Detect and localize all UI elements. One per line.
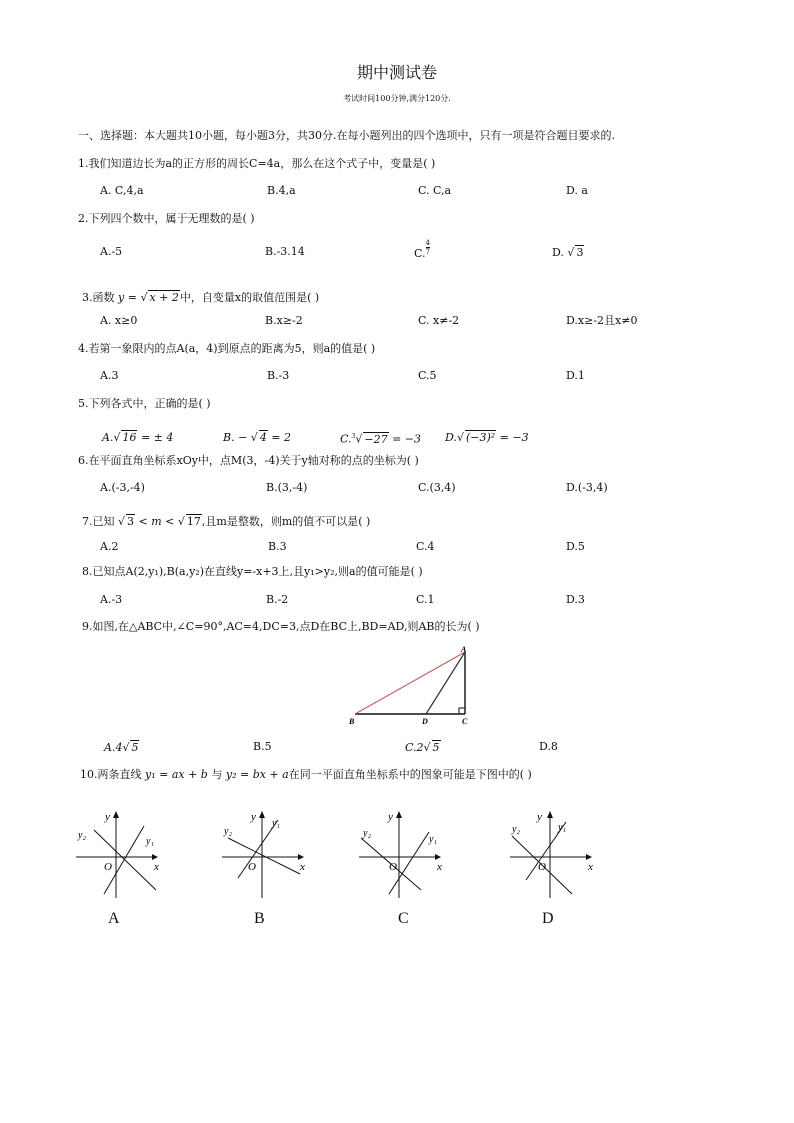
graph-a-origin-label: O bbox=[104, 861, 112, 873]
question-4-stem: 4.若第一象限内的点A(a，4)到原点的距离为5，则a的值是( ) bbox=[78, 342, 376, 355]
graph-d[interactable] bbox=[506, 808, 606, 903]
q4-option-d[interactable]: D.1 bbox=[566, 369, 585, 382]
graph-b-y2-label: y₂ bbox=[224, 826, 232, 837]
question-6-stem: 6.在平面直角坐标系xOy中，点M(3，-4)关于y轴对称的点的坐标为( ) bbox=[78, 454, 419, 467]
graph-c-label[interactable]: C bbox=[398, 910, 409, 927]
q9-option-a-prefix: A.4 bbox=[104, 741, 123, 754]
graph-a-line-y1 bbox=[104, 826, 144, 894]
graph-a-y1-label: y₁ bbox=[146, 836, 154, 847]
segment-ad bbox=[426, 652, 465, 714]
vertex-a-label: A bbox=[461, 645, 467, 654]
q5-option-b-prefix: B. − bbox=[223, 431, 251, 444]
graph-a-x-label: x bbox=[154, 861, 159, 873]
q6-option-a[interactable]: A.(-3,-4) bbox=[100, 481, 145, 494]
q1-option-a[interactable]: A. C,4,a bbox=[100, 184, 144, 197]
page-title: 期中测试卷 bbox=[356, 63, 437, 82]
q7-stem-suffix: ,且m是整数，则m的值不可以是( ) bbox=[201, 515, 371, 528]
q2-option-c-fraction bbox=[426, 239, 430, 256]
graph-d-origin-label: O bbox=[538, 861, 546, 873]
q5-option-b[interactable]: B. − √ 4 = 2 bbox=[223, 431, 292, 444]
q10-connector: 与 bbox=[211, 768, 223, 781]
graph-b-y-label: y bbox=[251, 811, 256, 823]
vertex-d-label: D bbox=[422, 717, 428, 726]
q5-option-a-prefix: A. bbox=[102, 431, 114, 444]
side-ab bbox=[355, 652, 465, 714]
question-8-stem: 8.已知点A(2,y₁),B(a,y₂)在直线y=-x+3上,且y₁>y₂,则a的值可能是( ) bbox=[82, 565, 423, 578]
q5-option-c-prefix: C. bbox=[340, 432, 352, 446]
q2-option-b[interactable]: B.-3.14 bbox=[265, 245, 305, 258]
q2-option-d[interactable]: D. √ 3 bbox=[552, 246, 584, 259]
q2-option-c-prefix: C. bbox=[414, 246, 426, 260]
q6-option-c[interactable]: C.(3,4) bbox=[418, 481, 456, 494]
q5-option-d-prefix: D. bbox=[445, 431, 457, 444]
right-angle-mark bbox=[459, 708, 465, 714]
graph-a-x-arrow bbox=[152, 854, 158, 860]
q5-option-c-index: 3 bbox=[351, 433, 356, 440]
q1-option-c[interactable]: C. C,a bbox=[418, 184, 452, 197]
q9-option-a-radicand: 5 bbox=[131, 741, 139, 754]
q5-option-a-result: = ± 4 bbox=[137, 431, 174, 444]
q3-option-c[interactable]: C. x≠-2 bbox=[418, 314, 460, 327]
graph-a-y-label: y bbox=[105, 811, 110, 823]
q3-stem-suffix: 中，自变量x的取值范围是( ) bbox=[179, 291, 320, 304]
q10-equation-1: y₁ = ax + b bbox=[145, 768, 208, 781]
q7-inequality: < m < bbox=[135, 515, 178, 528]
q9-option-a[interactable]: A.4√ 5 bbox=[104, 741, 139, 754]
graph-a-label[interactable]: A bbox=[108, 910, 120, 927]
q1-option-d[interactable]: D. a bbox=[566, 184, 588, 197]
graph-c-y-label: y bbox=[388, 811, 393, 823]
triangle-figure bbox=[340, 642, 480, 726]
q5-option-b-result: = 2 bbox=[267, 431, 292, 444]
graph-c-y1-label: y₁ bbox=[429, 834, 437, 845]
q6-option-d[interactable]: D.(-3,4) bbox=[566, 481, 608, 494]
q5-option-c-radicand: −27 bbox=[364, 432, 388, 446]
graph-b[interactable] bbox=[218, 808, 318, 903]
graph-b-line-y2 bbox=[228, 838, 300, 874]
q7-option-c[interactable]: C.4 bbox=[416, 540, 435, 553]
graph-b-origin-label: O bbox=[248, 861, 256, 873]
q2-option-a[interactable]: A.-5 bbox=[100, 245, 123, 258]
q3-function-lhs: y = bbox=[118, 291, 141, 304]
q4-option-a[interactable]: A.3 bbox=[100, 369, 119, 382]
q5-option-d-radicand: (−3)² bbox=[465, 431, 496, 444]
q8-option-c[interactable]: C.1 bbox=[416, 593, 435, 606]
q5-option-c[interactable]: C.$^3$√ −27 = −3 bbox=[340, 432, 422, 446]
q7-option-b[interactable]: B.3 bbox=[268, 540, 287, 553]
q5-option-d[interactable]: D.√ (−3)² = −3 bbox=[445, 431, 529, 444]
graph-c[interactable] bbox=[355, 808, 455, 903]
q2-option-d-prefix: D. bbox=[552, 246, 564, 259]
question-9-stem: 9.如图,在△ABC中,∠C=90°,AC=4,DC=3,点D在BC上,BD=AD,则AB的长为( ) bbox=[82, 620, 480, 633]
q10-stem-suffix: 在同一平面直角坐标系中的图象可能是下图中的( ) bbox=[288, 768, 532, 781]
graph-c-y2-label: y₂ bbox=[363, 828, 371, 839]
graph-b-y1-label: y₁ bbox=[272, 818, 280, 829]
graph-c-x-label: x bbox=[437, 861, 442, 873]
q2-option-d-radicand: 3 bbox=[576, 246, 584, 259]
q7-option-d[interactable]: D.5 bbox=[566, 540, 585, 553]
graph-d-x-arrow bbox=[586, 854, 592, 860]
q5-option-b-radicand: 4 bbox=[259, 431, 267, 444]
graph-b-x-label: x bbox=[300, 861, 305, 873]
graph-d-y2-label: y₂ bbox=[512, 824, 520, 835]
graph-d-label[interactable]: D bbox=[542, 910, 554, 927]
q2-option-c-denominator: 7 bbox=[425, 248, 430, 256]
q3-option-d[interactable]: D.x≥-2且x≠0 bbox=[566, 314, 638, 327]
graph-c-y-arrow bbox=[396, 811, 402, 818]
graph-b-x-arrow bbox=[298, 854, 304, 860]
vertex-b-label: B bbox=[349, 717, 355, 726]
q5-option-a-radicand: 16 bbox=[122, 431, 137, 444]
q10-stem-prefix: 10.两条直线 bbox=[80, 768, 142, 781]
graph-d-y-label: y bbox=[537, 811, 542, 823]
q9-option-c-prefix: C.2 bbox=[405, 741, 424, 754]
question-2-stem: 2.下列四个数中，属于无理数的是( ) bbox=[78, 212, 255, 225]
q9-option-c[interactable]: C.2√ 5 bbox=[405, 741, 440, 754]
q3-function-radicand: x + 2 bbox=[149, 291, 179, 304]
q4-option-b[interactable]: B.-3 bbox=[267, 369, 290, 382]
q8-option-b[interactable]: B.-2 bbox=[266, 593, 289, 606]
graph-b-y-arrow bbox=[259, 811, 265, 818]
q3-option-a[interactable]: A. x≥0 bbox=[100, 314, 138, 327]
q4-option-c[interactable]: C.5 bbox=[418, 369, 437, 382]
question-7-stem: 7.已知 √ 3 < m < √ 17,且m是整数，则m的值不可以是( ) bbox=[82, 515, 371, 528]
graph-c-x-arrow bbox=[435, 854, 441, 860]
q2-option-c[interactable] bbox=[414, 239, 430, 260]
question-10-stem bbox=[80, 768, 532, 782]
q6-option-b[interactable]: B.(3,-4) bbox=[266, 481, 308, 494]
vertex-c-label: C bbox=[462, 717, 468, 726]
graph-c-origin-label: O bbox=[389, 861, 397, 873]
q5-option-a[interactable]: A.√ 16 = ± 4 bbox=[102, 431, 174, 444]
graph-d-y1-label: y₁ bbox=[558, 822, 566, 833]
graph-b-label[interactable]: B bbox=[254, 910, 265, 927]
section-heading: 一、选择题：本大题共10小题，每小题3分，共30分.在每小题列出的四个选项中，只有一项是符合题目要求的. bbox=[78, 129, 615, 142]
q1-option-b[interactable]: B.4,a bbox=[267, 184, 296, 197]
question-5-stem: 5.下列各式中，正确的是( ) bbox=[78, 397, 211, 410]
graph-a-y2-label: y₂ bbox=[78, 830, 86, 841]
q7-stem-prefix: 7.已知 bbox=[82, 515, 115, 528]
q2-option-c-numerator: 4 bbox=[425, 239, 430, 247]
exam-info: 考试时间100分钟,满分120分. bbox=[343, 94, 451, 103]
q10-equation-2: y₂ = bx + a bbox=[225, 768, 289, 781]
graph-d-x-label: x bbox=[588, 861, 593, 873]
question-1-stem: 1.我们知道边长为a的正方形的周长C=4a，那么在这个式子中，变量是( ) bbox=[78, 157, 436, 170]
question-3-stem: 3.函数 y = √ x + 2中，自变量x的取值范围是( ) bbox=[82, 291, 320, 304]
q9-option-c-radicand: 5 bbox=[432, 741, 440, 754]
q9-option-b[interactable]: B.5 bbox=[253, 740, 272, 753]
graph-a[interactable] bbox=[72, 808, 172, 903]
graph-a-y-arrow bbox=[113, 811, 119, 818]
q3-stem-prefix: 3.函数 bbox=[82, 291, 115, 304]
q7-bound-1-radicand: 3 bbox=[127, 515, 135, 528]
q5-option-c-result: = −3 bbox=[388, 432, 422, 446]
q8-option-a[interactable]: A.-3 bbox=[100, 593, 123, 606]
q5-option-d-result: = −3 bbox=[496, 431, 529, 444]
q8-option-d[interactable]: D.3 bbox=[566, 593, 585, 606]
q3-option-b[interactable]: B.x≥-2 bbox=[265, 314, 303, 327]
graph-d-y-arrow bbox=[547, 811, 553, 818]
q9-option-d[interactable]: D.8 bbox=[539, 740, 558, 753]
q7-bound-2-radicand: 17 bbox=[186, 515, 201, 528]
q7-option-a[interactable]: A.2 bbox=[100, 540, 119, 553]
